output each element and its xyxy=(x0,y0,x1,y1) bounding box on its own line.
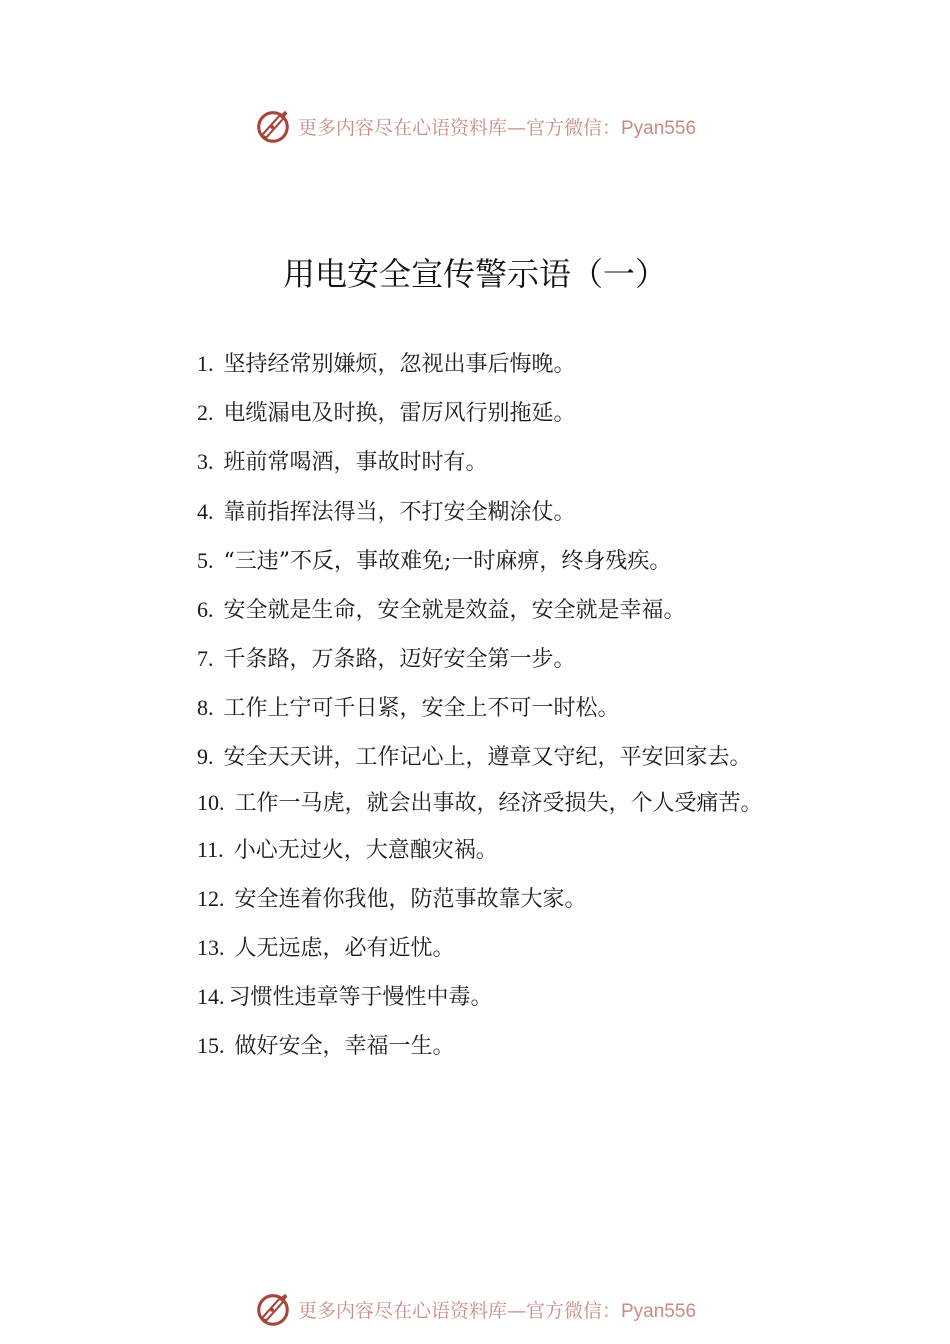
list-item xyxy=(145,635,795,684)
item-number: 2. xyxy=(197,400,214,426)
list-item xyxy=(145,438,795,487)
item-text: 靠前指挥法得当，不打安全糊涂仗。 xyxy=(223,499,576,525)
item-number: 3. xyxy=(197,449,214,475)
list-item xyxy=(145,684,795,733)
list-item xyxy=(145,537,795,586)
item-text: 做好安全，幸福一生。 xyxy=(234,1034,455,1060)
banner-handle: Pyan556 xyxy=(621,117,697,139)
item-text: 安全就是生命，安全就是效益，安全就是幸福。 xyxy=(223,598,686,624)
item-text: 小心无过火，大意酿灾祸。 xyxy=(233,837,498,863)
item-number: 15. xyxy=(197,1033,225,1059)
list-item xyxy=(145,826,795,875)
item-number: 13. xyxy=(197,935,225,961)
item-text: 工作上宁可千日紧，安全上不可一时松。 xyxy=(223,696,620,722)
banner-label: 更多内容尽在心语资料库—官方微信： xyxy=(297,1299,621,1322)
list-item xyxy=(145,389,795,438)
list-item xyxy=(145,780,795,826)
list-item xyxy=(145,488,795,537)
item-text: 人无远虑，必有近忧。 xyxy=(234,936,455,962)
banner-label: 更多内容尽在心语资料库—官方微信： xyxy=(297,116,621,139)
slogan-list xyxy=(145,340,795,1072)
item-number: 4. xyxy=(197,498,214,524)
list-item xyxy=(145,875,795,924)
item-number: 14. xyxy=(197,984,225,1010)
banner-handle: Pyan556 xyxy=(621,1300,697,1322)
item-text: 千条路，万条路，迈好安全第一步。 xyxy=(223,647,576,673)
item-text: 安全连着你我他，防范事故靠大家。 xyxy=(234,886,587,912)
pen-circle-logo-icon xyxy=(254,1290,292,1328)
item-number: 8. xyxy=(197,695,214,721)
item-number: 1. xyxy=(197,351,214,376)
header-banner xyxy=(0,106,950,146)
item-text: 坚持经常别嫌烦，忽视出事后悔晚。 xyxy=(223,352,576,377)
item-text: 班前常喝酒，事故时时有。 xyxy=(223,450,488,476)
list-item xyxy=(145,586,795,635)
item-text: 电缆漏电及时换，雷厉风行别拖延。 xyxy=(223,401,576,427)
item-text: “三违”不反，事故难免;一时麻痹，终身残疾。 xyxy=(223,548,672,574)
list-item xyxy=(145,924,795,973)
item-number: 7. xyxy=(197,646,214,672)
document-title: 用电安全宣传警示语（一） xyxy=(282,255,667,293)
banner-text xyxy=(298,113,696,140)
item-number: 10. xyxy=(197,789,225,815)
list-item xyxy=(145,340,795,389)
item-text: 工作一马虎，就会出事故，经济受损失，个人受痛苦。 xyxy=(234,790,763,816)
item-number: 9. xyxy=(197,743,214,769)
banner-text xyxy=(298,1296,696,1323)
item-text: 安全天天讲，工作记心上，遵章又守纪，平安回家去。 xyxy=(223,744,752,770)
footer-banner xyxy=(0,1289,950,1329)
item-text: 习惯性违章等于慢性中毒。 xyxy=(228,985,493,1011)
item-number: 6. xyxy=(197,597,214,623)
item-number: 12. xyxy=(197,885,225,911)
list-item xyxy=(145,1022,795,1071)
list-item xyxy=(145,973,795,1022)
item-number: 5. xyxy=(197,547,214,573)
item-number: 11. xyxy=(197,836,224,862)
list-item xyxy=(145,734,795,780)
pen-circle-logo-icon xyxy=(254,107,292,145)
